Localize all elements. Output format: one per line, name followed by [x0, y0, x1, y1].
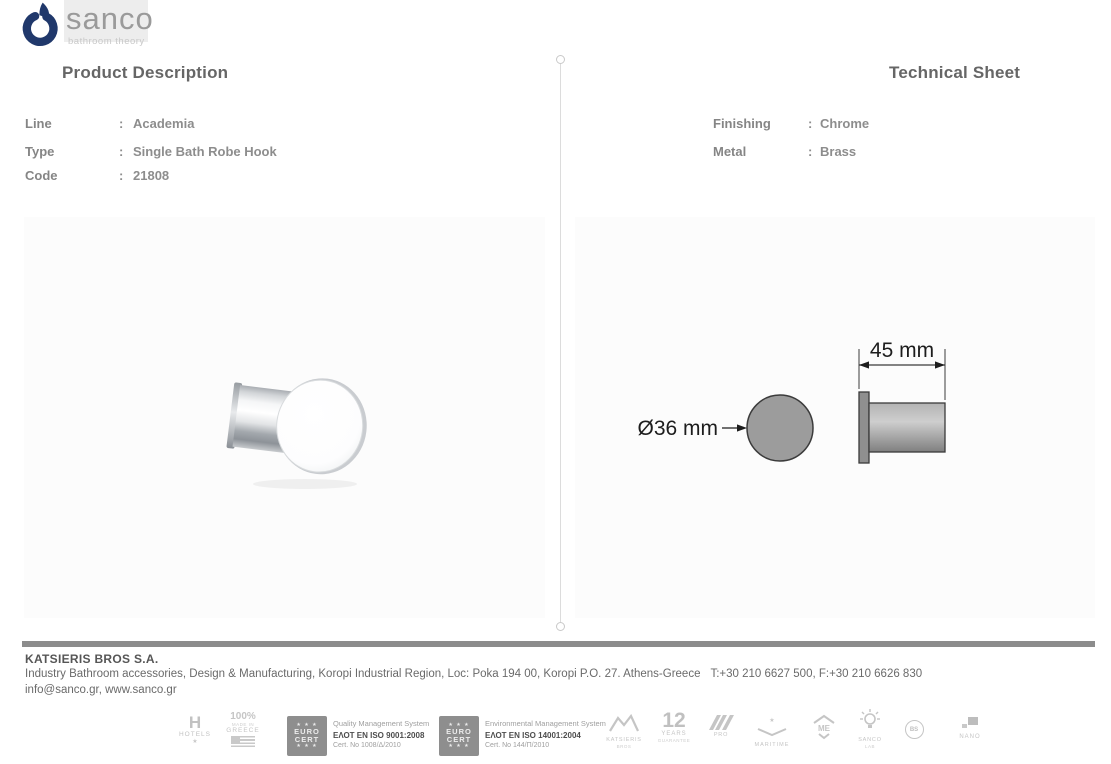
drawing-side-flange [859, 392, 869, 463]
cert-standard: ΕΛΟΤ EN ISO 14001:2004 [485, 730, 581, 740]
spec-colon: : [808, 116, 813, 131]
spec-row-code [25, 168, 565, 184]
spec-label: Finishing [713, 116, 771, 131]
divider-dot-top [556, 55, 565, 64]
mountains-icon [608, 714, 640, 732]
nano-chip-icon [961, 716, 979, 729]
me-badge [806, 714, 842, 745]
diameter-dimension-label: Ø36 mm [637, 417, 718, 440]
eurocert-seal-icon: ★ ★ ★ EURO CERT ★ ★ ★ [439, 716, 479, 756]
pro-badge: PRO [701, 715, 741, 738]
brand-name: sanco [66, 1, 154, 36]
cert-standard: ΕΛΟΤ EN ISO 9001:2008 [333, 730, 425, 740]
spec-value: Single Bath Robe Hook [133, 144, 277, 159]
svg-text:ME: ME [818, 724, 830, 733]
spec-row-line [25, 116, 565, 132]
12-years-guarantee-badge: 12 YEARS GUARANTEE [657, 709, 691, 744]
cert-system-name: Environmental Management System [485, 719, 606, 728]
footer-company-name: KATSIERIS BROS S.A. [25, 652, 159, 666]
footer-divider-bar [22, 641, 1095, 647]
center-divider [560, 64, 561, 623]
spec-row-type [25, 144, 565, 160]
divider-dot-bottom [556, 622, 565, 631]
sanco-lab-badge: SANCO LAB [850, 708, 890, 749]
eurocert-seal-icon: ★ ★ ★ EURO CERT ★ ★ ★ [287, 716, 327, 756]
spec-label: Metal [713, 144, 747, 159]
made-in-greece-badge: 100% MADE IN GREECE [220, 712, 266, 749]
width-dimension-label: 45 mm [869, 339, 935, 362]
spec-row-metal [713, 144, 1111, 160]
circular-seal-icon: BS [905, 720, 924, 739]
hotels-star-icon: ★ [192, 739, 198, 745]
nano-badge: NANO [950, 716, 990, 740]
lightbulb-icon [858, 708, 882, 732]
maritime-badge: ★ MARITIME [745, 718, 799, 748]
left-section-title: Product Description [62, 63, 229, 82]
drawing-side-body [869, 403, 945, 452]
cert-system-name: Quality Management System [333, 719, 430, 728]
spec-colon: : [119, 144, 124, 159]
cert-number: Cert. No 1008/Δ/2010 [333, 741, 401, 749]
spec-value: 21808 [133, 168, 170, 183]
house-chevrons-icon [811, 714, 837, 740]
product-photo-robe-hook [210, 352, 380, 502]
diagonal-bars-icon [701, 715, 741, 730]
spec-value: Academia [133, 116, 195, 131]
technical-drawing [575, 325, 1015, 495]
hotels-badge: H HOTELS ★ [172, 714, 218, 745]
drawing-front-view-circle [747, 395, 813, 461]
chevron-wave-icon [756, 727, 788, 737]
spec-label: Code [25, 168, 58, 183]
spec-label: Line [25, 116, 52, 131]
spec-colon: : [119, 168, 124, 183]
right-section-title: Technical Sheet [889, 63, 1021, 82]
footer-email-website[interactable]: info@sanco.gr, www.sanco.gr [25, 684, 177, 696]
spec-label: Type [25, 144, 55, 159]
brand-tagline: bathroom theory [68, 36, 145, 47]
star-icon: ★ [769, 718, 775, 724]
spec-value: Brass [820, 144, 857, 159]
bs-circle-badge [898, 720, 930, 740]
footer-phone-fax: T:+30 210 6627 500, F:+30 210 6626 830 [710, 668, 923, 680]
katsieris-bros-badge: KATSIERIS BROS [596, 714, 652, 749]
hotels-icon: H [188, 713, 202, 732]
cert-number: Cert. No 144/Π/2010 [485, 741, 550, 749]
footer-address-text: Industry Bathroom accessories, Design & Manufacturing, Koropi Industrial Region, Loc: Poka 194 00, Koropi P.O. 27. Athens-Greece [25, 668, 701, 680]
footer-address [25, 668, 922, 680]
greek-flag-icon [231, 736, 255, 749]
spec-row-finishing [713, 116, 1111, 132]
spec-value: Chrome [820, 116, 870, 131]
spec-colon: : [808, 144, 813, 159]
brand-drop-icon [16, 1, 66, 51]
spec-colon: : [119, 116, 124, 131]
